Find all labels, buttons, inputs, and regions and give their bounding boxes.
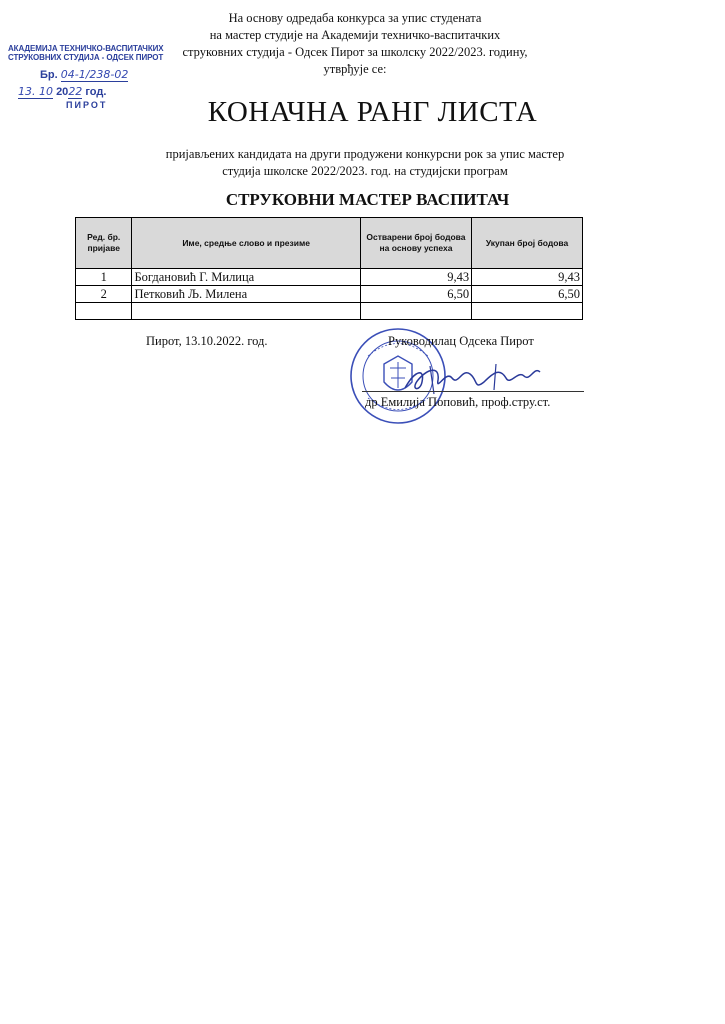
stamp-date-day-month: 13. 10 bbox=[18, 85, 53, 98]
stamp-date-suffix: год. bbox=[85, 86, 107, 98]
document-title: КОНАЧНА РАНГ ЛИСТА bbox=[207, 96, 538, 128]
cell-total: 9,43 bbox=[472, 269, 583, 286]
header-num: Ред. бр. пријаве bbox=[76, 218, 132, 269]
cell-points: 9,43 bbox=[360, 269, 471, 286]
intro-line: На основу одредаба конкурса за упис студената bbox=[228, 11, 482, 25]
cell-num: 2 bbox=[76, 286, 132, 303]
intro-line: на мастер студије на Академији техничко-васпитачких bbox=[209, 28, 501, 42]
header-points: Остварени број бодова на основу успеха bbox=[360, 218, 471, 269]
cell-total: 6,50 bbox=[472, 286, 583, 303]
intro-line: струковних студија - Одсек Пирот за школску 2022/2023. годину, bbox=[182, 45, 528, 59]
subtitle-line: пријављених кандидата на други продужени конкурсни рок за упис мастер bbox=[165, 147, 565, 161]
place-date: Пирот, 13.10.2022. год. bbox=[146, 334, 268, 348]
header-name: Име, средње слово и презиме bbox=[132, 218, 360, 269]
cell-name: Петковић Љ. Милена bbox=[132, 286, 360, 303]
cell-points bbox=[360, 303, 471, 320]
cell-num: 1 bbox=[76, 269, 132, 286]
table-row bbox=[76, 303, 583, 320]
table-row bbox=[76, 286, 583, 303]
intro-text bbox=[140, 10, 570, 78]
stamp-institution-line: АКАДЕМИЈА ТЕХНИЧКО-ВАСПИТАЧКИХ bbox=[8, 44, 164, 53]
stamp-number-row bbox=[40, 68, 128, 82]
intro-line: утврђује се: bbox=[323, 62, 387, 76]
table-row bbox=[76, 269, 583, 286]
subtitle-line: студија школске 2022/2023. год. на студијски програм bbox=[222, 164, 508, 178]
signer-name: др Емилија Поповић, проф.стру.ст. bbox=[365, 395, 551, 409]
study-program: СТРУКОВНИ МАСТЕР ВАСПИТАЧ bbox=[225, 190, 510, 209]
cell-name bbox=[132, 303, 360, 320]
cell-num bbox=[76, 303, 132, 320]
registry-stamp bbox=[8, 44, 170, 110]
stamp-date-year-suffix: 22 bbox=[68, 85, 83, 98]
cell-points: 6,50 bbox=[360, 286, 471, 303]
stamp-number-label: Бр. bbox=[40, 69, 58, 81]
stamp-institution-line: СТРУКОВНИХ СТУДИЈА - ОДСЕК ПИРОТ bbox=[8, 53, 164, 62]
subtitle bbox=[135, 146, 595, 180]
cell-total bbox=[472, 303, 583, 320]
cell-name: Богдановић Г. Милица bbox=[132, 269, 360, 286]
stamp-date-year-prefix: 20 bbox=[56, 86, 69, 98]
stamp-number-value: 04-1/238-02 bbox=[60, 68, 129, 81]
signature-line bbox=[362, 391, 584, 392]
ranking-table bbox=[75, 217, 583, 320]
stamp-city: ПИРОТ bbox=[66, 100, 108, 110]
handwritten-signature-icon bbox=[400, 360, 555, 400]
table-header-row bbox=[76, 218, 583, 269]
header-total: Укупан број бодова bbox=[472, 218, 583, 269]
head-of-department-title: Руководилац Одсека Пирот bbox=[388, 334, 534, 348]
